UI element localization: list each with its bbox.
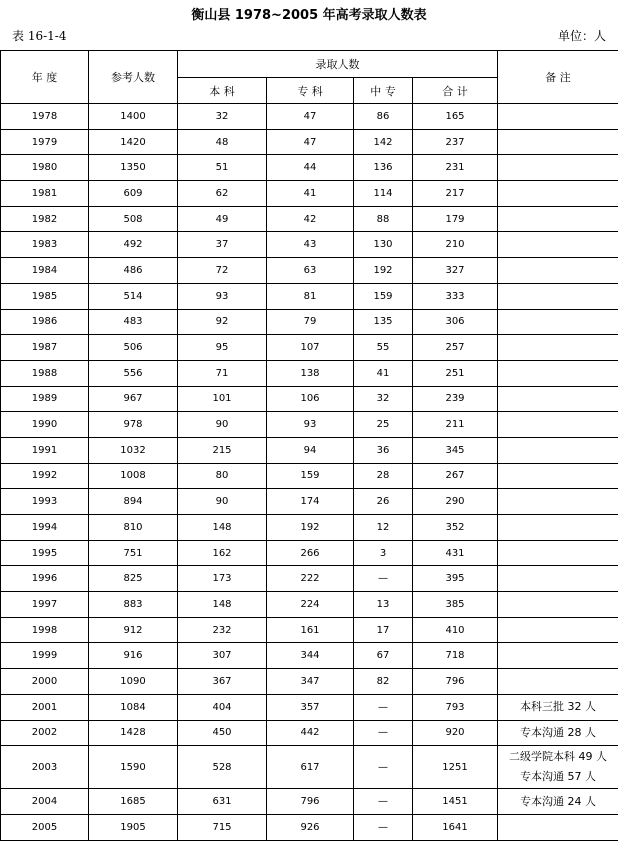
cell-college: 107 xyxy=(267,335,354,361)
cell-year: 1994 xyxy=(1,515,89,541)
cell-secondary: — xyxy=(354,720,413,746)
cell-bachelor: 72 xyxy=(178,258,267,284)
cell-notes xyxy=(498,566,618,592)
cell-applicants: 967 xyxy=(89,386,178,412)
cell-secondary: 26 xyxy=(354,489,413,515)
cell-total: 1451 xyxy=(413,789,498,815)
cell-total: 1251 xyxy=(413,746,498,789)
cell-secondary: 12 xyxy=(354,515,413,541)
cell-year: 1986 xyxy=(1,309,89,335)
cell-applicants: 609 xyxy=(89,181,178,207)
cell-year: 1992 xyxy=(1,463,89,489)
cell-total: 796 xyxy=(413,669,498,695)
cell-total: 217 xyxy=(413,181,498,207)
cell-bachelor: 48 xyxy=(178,129,267,155)
table-row xyxy=(1,463,618,489)
cell-college: 47 xyxy=(267,104,354,130)
table-row xyxy=(1,746,618,789)
cell-year: 2002 xyxy=(1,720,89,746)
cell-college: 44 xyxy=(267,155,354,181)
cell-year: 1989 xyxy=(1,386,89,412)
cell-total: 267 xyxy=(413,463,498,489)
cell-year: 1993 xyxy=(1,489,89,515)
cell-total: 718 xyxy=(413,643,498,669)
cell-college: 63 xyxy=(267,258,354,284)
cell-secondary: — xyxy=(354,746,413,789)
note-line: 二级学院本科 49 人 xyxy=(509,750,607,764)
cell-notes xyxy=(498,463,618,489)
cell-notes xyxy=(498,489,618,515)
page-title: 衡山县 1978~2005 年高考录取人数表 xyxy=(191,8,427,23)
cell-bachelor: 162 xyxy=(178,540,267,566)
cell-notes xyxy=(498,515,618,541)
cell-applicants: 751 xyxy=(89,540,178,566)
cell-secondary: 67 xyxy=(354,643,413,669)
cell-applicants: 912 xyxy=(89,617,178,643)
cell-year: 2001 xyxy=(1,694,89,720)
cell-college: 161 xyxy=(267,617,354,643)
cell-notes xyxy=(498,181,618,207)
cell-notes xyxy=(498,643,618,669)
cell-applicants: 492 xyxy=(89,232,178,258)
cell-year: 1987 xyxy=(1,335,89,361)
cell-secondary: — xyxy=(354,814,413,840)
admission-table xyxy=(0,50,618,841)
cell-notes xyxy=(498,155,618,181)
cell-total: 410 xyxy=(413,617,498,643)
cell-notes xyxy=(498,335,618,361)
cell-applicants: 1420 xyxy=(89,129,178,155)
cell-notes xyxy=(498,746,618,789)
cell-secondary: 13 xyxy=(354,592,413,618)
cell-year: 1988 xyxy=(1,360,89,386)
cell-bachelor: 232 xyxy=(178,617,267,643)
cell-college: 47 xyxy=(267,129,354,155)
table-row xyxy=(1,617,618,643)
cell-applicants: 1084 xyxy=(89,694,178,720)
cell-total: 165 xyxy=(413,104,498,130)
cell-secondary: 86 xyxy=(354,104,413,130)
cell-total: 231 xyxy=(413,155,498,181)
cell-applicants: 514 xyxy=(89,283,178,309)
cell-total: 920 xyxy=(413,720,498,746)
table-row xyxy=(1,232,618,258)
cell-year: 1990 xyxy=(1,412,89,438)
cell-college: 43 xyxy=(267,232,354,258)
cell-applicants: 1685 xyxy=(89,789,178,815)
cell-secondary: — xyxy=(354,566,413,592)
cell-applicants: 894 xyxy=(89,489,178,515)
cell-secondary: 88 xyxy=(354,206,413,232)
cell-college: 222 xyxy=(267,566,354,592)
cell-applicants: 1090 xyxy=(89,669,178,695)
cell-secondary: 135 xyxy=(354,309,413,335)
cell-secondary: 17 xyxy=(354,617,413,643)
cell-notes xyxy=(498,814,618,840)
cell-total: 327 xyxy=(413,258,498,284)
cell-secondary: 142 xyxy=(354,129,413,155)
table-body xyxy=(1,104,618,841)
table-row xyxy=(1,155,618,181)
cell-notes xyxy=(498,617,618,643)
cell-college: 266 xyxy=(267,540,354,566)
cell-college: 81 xyxy=(267,283,354,309)
cell-applicants: 1905 xyxy=(89,814,178,840)
header-college: 专 科 xyxy=(267,78,354,104)
cell-total: 237 xyxy=(413,129,498,155)
cell-total: 179 xyxy=(413,206,498,232)
table-row xyxy=(1,258,618,284)
header-notes: 备 注 xyxy=(498,51,618,104)
cell-applicants: 916 xyxy=(89,643,178,669)
cell-bachelor: 95 xyxy=(178,335,267,361)
unit-label: 单位：人 xyxy=(557,29,606,43)
table-number: 表 16-1-4 xyxy=(12,29,67,43)
cell-secondary: 82 xyxy=(354,669,413,695)
table-row xyxy=(1,669,618,695)
cell-secondary: 192 xyxy=(354,258,413,284)
cell-year: 1995 xyxy=(1,540,89,566)
cell-college: 106 xyxy=(267,386,354,412)
cell-secondary: 3 xyxy=(354,540,413,566)
cell-notes xyxy=(498,206,618,232)
cell-bachelor: 215 xyxy=(178,437,267,463)
cell-total: 345 xyxy=(413,437,498,463)
cell-bachelor: 173 xyxy=(178,566,267,592)
cell-notes xyxy=(498,309,618,335)
cell-total: 1641 xyxy=(413,814,498,840)
cell-college: 41 xyxy=(267,181,354,207)
cell-college: 138 xyxy=(267,360,354,386)
table-row xyxy=(1,720,618,746)
cell-year: 1996 xyxy=(1,566,89,592)
cell-bachelor: 528 xyxy=(178,746,267,789)
cell-college: 347 xyxy=(267,669,354,695)
cell-applicants: 825 xyxy=(89,566,178,592)
cell-college: 617 xyxy=(267,746,354,789)
cell-secondary: — xyxy=(354,789,413,815)
table-row xyxy=(1,814,618,840)
cell-notes xyxy=(498,720,618,746)
cell-notes xyxy=(498,283,618,309)
cell-notes xyxy=(498,104,618,130)
cell-college: 344 xyxy=(267,643,354,669)
header-applicants: 参考人数 xyxy=(89,51,178,104)
cell-applicants: 1008 xyxy=(89,463,178,489)
table-row xyxy=(1,489,618,515)
cell-notes xyxy=(498,258,618,284)
table-row xyxy=(1,437,618,463)
cell-college: 93 xyxy=(267,412,354,438)
table-row xyxy=(1,789,618,815)
cell-bachelor: 715 xyxy=(178,814,267,840)
cell-total: 239 xyxy=(413,386,498,412)
note-line: 本科三批 32 人 xyxy=(520,700,596,714)
cell-secondary: 41 xyxy=(354,360,413,386)
cell-notes xyxy=(498,437,618,463)
header-year: 年 度 xyxy=(1,51,89,104)
table-row xyxy=(1,412,618,438)
cell-secondary: 114 xyxy=(354,181,413,207)
cell-total: 431 xyxy=(413,540,498,566)
cell-notes xyxy=(498,592,618,618)
cell-total: 211 xyxy=(413,412,498,438)
cell-secondary: 159 xyxy=(354,283,413,309)
table-row xyxy=(1,309,618,335)
cell-notes xyxy=(498,412,618,438)
table-row xyxy=(1,129,618,155)
table-row xyxy=(1,335,618,361)
cell-secondary: 55 xyxy=(354,335,413,361)
cell-bachelor: 90 xyxy=(178,412,267,438)
cell-year: 1985 xyxy=(1,283,89,309)
cell-college: 174 xyxy=(267,489,354,515)
table-row xyxy=(1,643,618,669)
cell-year: 1979 xyxy=(1,129,89,155)
cell-total: 306 xyxy=(413,309,498,335)
cell-total: 333 xyxy=(413,283,498,309)
cell-applicants: 883 xyxy=(89,592,178,618)
cell-applicants: 483 xyxy=(89,309,178,335)
cell-total: 210 xyxy=(413,232,498,258)
table-row xyxy=(1,566,618,592)
cell-bachelor: 307 xyxy=(178,643,267,669)
cell-bachelor: 101 xyxy=(178,386,267,412)
cell-applicants: 508 xyxy=(89,206,178,232)
note-line: 专本沟通 28 人 xyxy=(520,725,596,739)
cell-bachelor: 93 xyxy=(178,283,267,309)
cell-bachelor: 450 xyxy=(178,720,267,746)
cell-secondary: — xyxy=(354,694,413,720)
cell-applicants: 486 xyxy=(89,258,178,284)
table-row xyxy=(1,360,618,386)
cell-applicants: 978 xyxy=(89,412,178,438)
cell-secondary: 136 xyxy=(354,155,413,181)
cell-total: 257 xyxy=(413,335,498,361)
cell-bachelor: 90 xyxy=(178,489,267,515)
cell-secondary: 28 xyxy=(354,463,413,489)
cell-year: 1978 xyxy=(1,104,89,130)
cell-applicants: 810 xyxy=(89,515,178,541)
cell-year: 1984 xyxy=(1,258,89,284)
cell-college: 224 xyxy=(267,592,354,618)
cell-bachelor: 51 xyxy=(178,155,267,181)
cell-total: 385 xyxy=(413,592,498,618)
cell-notes xyxy=(498,386,618,412)
cell-year: 1999 xyxy=(1,643,89,669)
cell-year: 1998 xyxy=(1,617,89,643)
cell-bachelor: 49 xyxy=(178,206,267,232)
cell-bachelor: 71 xyxy=(178,360,267,386)
cell-secondary: 32 xyxy=(354,386,413,412)
cell-applicants: 1590 xyxy=(89,746,178,789)
cell-college: 357 xyxy=(267,694,354,720)
cell-bachelor: 148 xyxy=(178,515,267,541)
cell-bachelor: 37 xyxy=(178,232,267,258)
cell-college: 192 xyxy=(267,515,354,541)
note-line: 专本沟通 57 人 xyxy=(520,770,596,784)
cell-secondary: 36 xyxy=(354,437,413,463)
header-secondary: 中 专 xyxy=(354,78,413,104)
header-admitted: 录取人数 xyxy=(178,51,498,78)
table-row xyxy=(1,181,618,207)
cell-bachelor: 92 xyxy=(178,309,267,335)
cell-total: 352 xyxy=(413,515,498,541)
cell-applicants: 1350 xyxy=(89,155,178,181)
cell-notes xyxy=(498,789,618,815)
cell-bachelor: 367 xyxy=(178,669,267,695)
table-row xyxy=(1,386,618,412)
cell-applicants: 1428 xyxy=(89,720,178,746)
cell-notes xyxy=(498,694,618,720)
cell-bachelor: 62 xyxy=(178,181,267,207)
cell-year: 1980 xyxy=(1,155,89,181)
note-line: 专本沟通 24 人 xyxy=(520,794,596,808)
cell-notes xyxy=(498,669,618,695)
table-row xyxy=(1,206,618,232)
header-bachelor: 本 科 xyxy=(178,78,267,104)
cell-applicants: 1032 xyxy=(89,437,178,463)
cell-college: 926 xyxy=(267,814,354,840)
cell-total: 290 xyxy=(413,489,498,515)
header-total: 合 计 xyxy=(413,78,498,104)
cell-notes xyxy=(498,360,618,386)
cell-college: 42 xyxy=(267,206,354,232)
cell-college: 159 xyxy=(267,463,354,489)
cell-college: 79 xyxy=(267,309,354,335)
table-row xyxy=(1,515,618,541)
cell-bachelor: 631 xyxy=(178,789,267,815)
cell-year: 2004 xyxy=(1,789,89,815)
cell-bachelor: 80 xyxy=(178,463,267,489)
cell-secondary: 25 xyxy=(354,412,413,438)
cell-bachelor: 404 xyxy=(178,694,267,720)
cell-year: 1983 xyxy=(1,232,89,258)
cell-secondary: 130 xyxy=(354,232,413,258)
cell-year: 2000 xyxy=(1,669,89,695)
cell-year: 1982 xyxy=(1,206,89,232)
cell-year: 1991 xyxy=(1,437,89,463)
cell-applicants: 1400 xyxy=(89,104,178,130)
cell-applicants: 506 xyxy=(89,335,178,361)
cell-total: 793 xyxy=(413,694,498,720)
table-row xyxy=(1,592,618,618)
cell-college: 796 xyxy=(267,789,354,815)
cell-year: 1981 xyxy=(1,181,89,207)
table-row xyxy=(1,694,618,720)
cell-applicants: 556 xyxy=(89,360,178,386)
table-row xyxy=(1,283,618,309)
table-row xyxy=(1,540,618,566)
cell-bachelor: 32 xyxy=(178,104,267,130)
cell-total: 395 xyxy=(413,566,498,592)
cell-notes xyxy=(498,129,618,155)
cell-college: 94 xyxy=(267,437,354,463)
cell-year: 2003 xyxy=(1,746,89,789)
cell-year: 2005 xyxy=(1,814,89,840)
cell-total: 251 xyxy=(413,360,498,386)
cell-notes xyxy=(498,232,618,258)
cell-year: 1997 xyxy=(1,592,89,618)
cell-college: 442 xyxy=(267,720,354,746)
cell-notes xyxy=(498,540,618,566)
table-row xyxy=(1,104,618,130)
cell-bachelor: 148 xyxy=(178,592,267,618)
